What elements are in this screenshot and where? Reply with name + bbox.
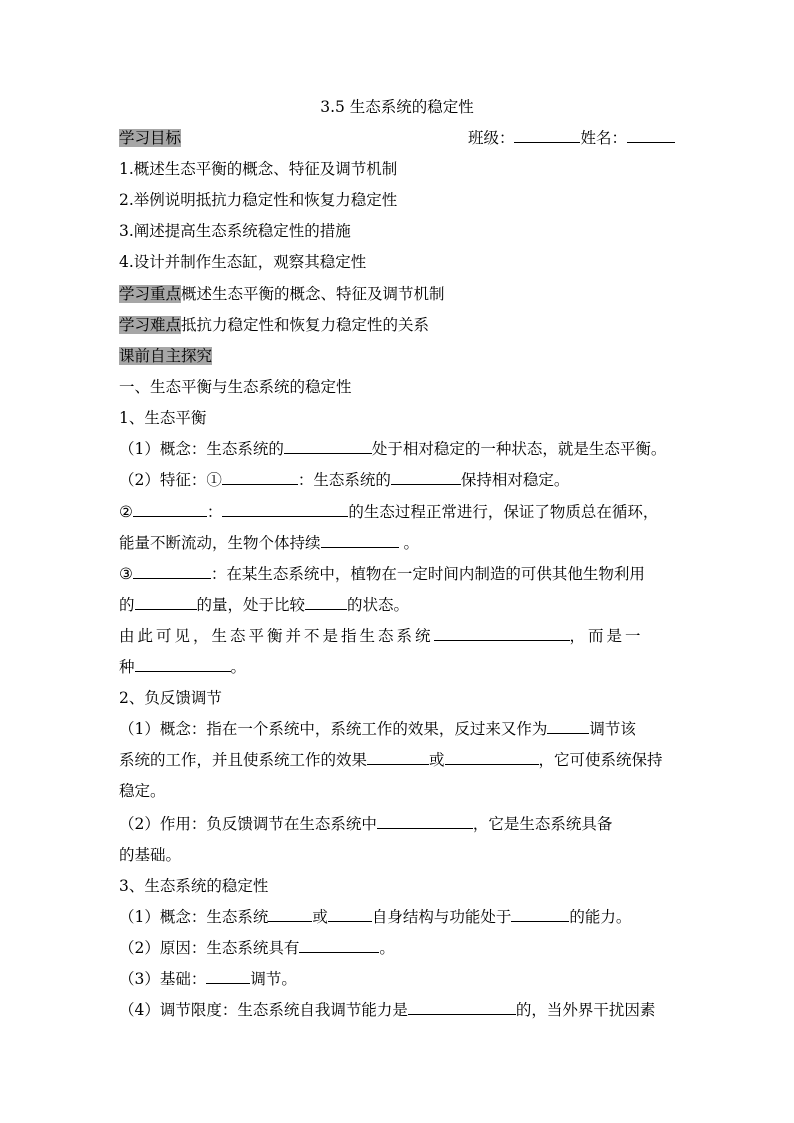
- text: 或: [312, 908, 328, 926]
- text: （2）作用：负反馈调节在生态系统中: [119, 815, 377, 833]
- text: ，它可使系统保持: [538, 751, 663, 769]
- nf-concept-row-end: 稳定。: [119, 782, 166, 800]
- nf-concept-row-cont: [119, 749, 675, 771]
- section-row: [119, 345, 675, 367]
- name-field[interactable]: [627, 128, 675, 143]
- nf-concept-row: [119, 718, 675, 740]
- blank-field[interactable]: [408, 1000, 516, 1015]
- text: 或: [429, 751, 445, 769]
- concept-row: [119, 438, 675, 460]
- text: （1）概念：生态系统的: [119, 440, 284, 458]
- section-label: 课前自主探究: [119, 347, 213, 365]
- text: 处于相对稳定的一种状态，就是生态平衡。: [371, 440, 667, 458]
- blank-field[interactable]: [222, 502, 348, 517]
- text: （1）概念：生态系统: [119, 908, 269, 926]
- text: ：: [206, 503, 223, 521]
- blank-field[interactable]: [321, 533, 399, 548]
- blank-field[interactable]: [206, 969, 250, 984]
- stability-limit-row: [119, 999, 675, 1021]
- sub-heading-3: 3、生态系统的稳定性: [119, 877, 269, 895]
- feature3-row-cont: [119, 594, 675, 616]
- blank-field[interactable]: [547, 719, 589, 734]
- text: 由此可见，生态平衡并不是指生态系统: [119, 627, 434, 645]
- goal-4: 4.设计并制作生态缸，观察其稳定性: [119, 253, 367, 271]
- key-point-text: 概述生态平衡的概念、特征及调节机制: [181, 285, 445, 303]
- text: 调节该: [589, 720, 636, 738]
- conclusion-row-cont: [119, 656, 675, 678]
- text: 种: [119, 658, 135, 676]
- nf-role-row: [119, 813, 675, 835]
- text: （3）基础：: [119, 970, 207, 988]
- conclusion-row: [119, 625, 675, 647]
- feature2-row: [119, 501, 675, 523]
- goal-2: 2.举例说明抵抗力稳定性和恢复力稳定性: [119, 191, 398, 209]
- text: 调节。: [250, 970, 297, 988]
- text: ：生态系统的: [297, 471, 391, 489]
- blank-field[interactable]: [511, 907, 569, 922]
- text: （2）原因：生态系统具有: [119, 939, 300, 957]
- text: 能量不断流动，生物个体持续: [119, 534, 321, 552]
- feature-row: [119, 469, 675, 491]
- text: ，它是生态系统具备: [472, 815, 613, 833]
- text: 。: [379, 939, 395, 957]
- difficult-point-text: 抵抗力稳定性和恢复力稳定性的关系: [181, 316, 430, 334]
- feature2-row-cont: [119, 532, 675, 554]
- text: ②: [119, 503, 133, 521]
- text: （4）调节限度：生态系统自我调节能力是: [119, 1001, 408, 1019]
- text: 保持相对稳定。: [460, 471, 570, 489]
- blank-field[interactable]: [328, 907, 372, 922]
- text: 。: [230, 658, 247, 676]
- stability-concept-row: [119, 906, 675, 928]
- difficult-point-label: 学习难点: [119, 316, 182, 334]
- text: ：在某生态系统中，植物在一定时间内制造的可供其他生物利用: [210, 565, 645, 583]
- text: （2）特征：①: [119, 471, 222, 489]
- student-info: [468, 127, 675, 149]
- stability-reason-row: [119, 937, 675, 959]
- part1-heading: 一、生态平衡与生态系统的稳定性: [119, 378, 352, 396]
- header-row: [119, 127, 675, 149]
- goal-3: 3.阐述提高生态系统稳定性的措施: [119, 222, 351, 240]
- class-field[interactable]: [514, 128, 580, 143]
- nf-role-row-cont: 的基础。: [119, 846, 182, 864]
- blank-field[interactable]: [222, 470, 298, 485]
- key-point-label: 学习重点: [119, 285, 182, 303]
- text: 的状态。: [347, 596, 410, 614]
- name-label: 姓名：: [580, 129, 627, 147]
- blank-field[interactable]: [284, 439, 372, 454]
- text: ，而是一: [569, 627, 644, 645]
- blank-field[interactable]: [133, 564, 211, 579]
- text: 。: [398, 534, 419, 552]
- blank-field[interactable]: [135, 657, 231, 672]
- text: 的能力。: [569, 908, 632, 926]
- blank-field[interactable]: [391, 470, 461, 485]
- blank-field[interactable]: [445, 750, 539, 765]
- text: 的生态过程正常进行，保证了物质总在循环，: [348, 503, 659, 521]
- blank-field[interactable]: [299, 938, 379, 953]
- blank-field[interactable]: [367, 750, 429, 765]
- blank-field[interactable]: [434, 626, 570, 641]
- sub-heading-1: 1、生态平衡: [119, 409, 207, 427]
- text: ③: [119, 565, 133, 583]
- text: （1）概念：指在一个系统中，系统工作的效果，反过来又作为: [119, 720, 548, 738]
- text: 的: [119, 596, 135, 614]
- text: 的量，处于比较: [196, 596, 306, 614]
- text: 系统的工作，并且使系统工作的效果: [119, 751, 368, 769]
- key-point-row: [119, 283, 675, 305]
- text: 的，当外界干扰因素: [515, 1001, 656, 1019]
- goals-label: 学习目标: [119, 129, 182, 147]
- stability-basis-row: [119, 968, 675, 990]
- sub-heading-2: 2、负反馈调节: [119, 689, 222, 707]
- class-label: 班级：: [467, 129, 515, 147]
- blank-field[interactable]: [305, 595, 347, 610]
- blank-field[interactable]: [135, 595, 197, 610]
- difficult-point-row: [119, 314, 675, 336]
- feature3-row: [119, 563, 675, 585]
- page-title: 3.5 生态系统的稳定性: [320, 98, 474, 116]
- blank-field[interactable]: [268, 907, 312, 922]
- goal-1: 1.概述生态平衡的概念、特征及调节机制: [119, 160, 398, 178]
- text: 自身结构与功能处于: [371, 908, 512, 926]
- blank-field[interactable]: [377, 814, 473, 829]
- blank-field[interactable]: [133, 502, 207, 517]
